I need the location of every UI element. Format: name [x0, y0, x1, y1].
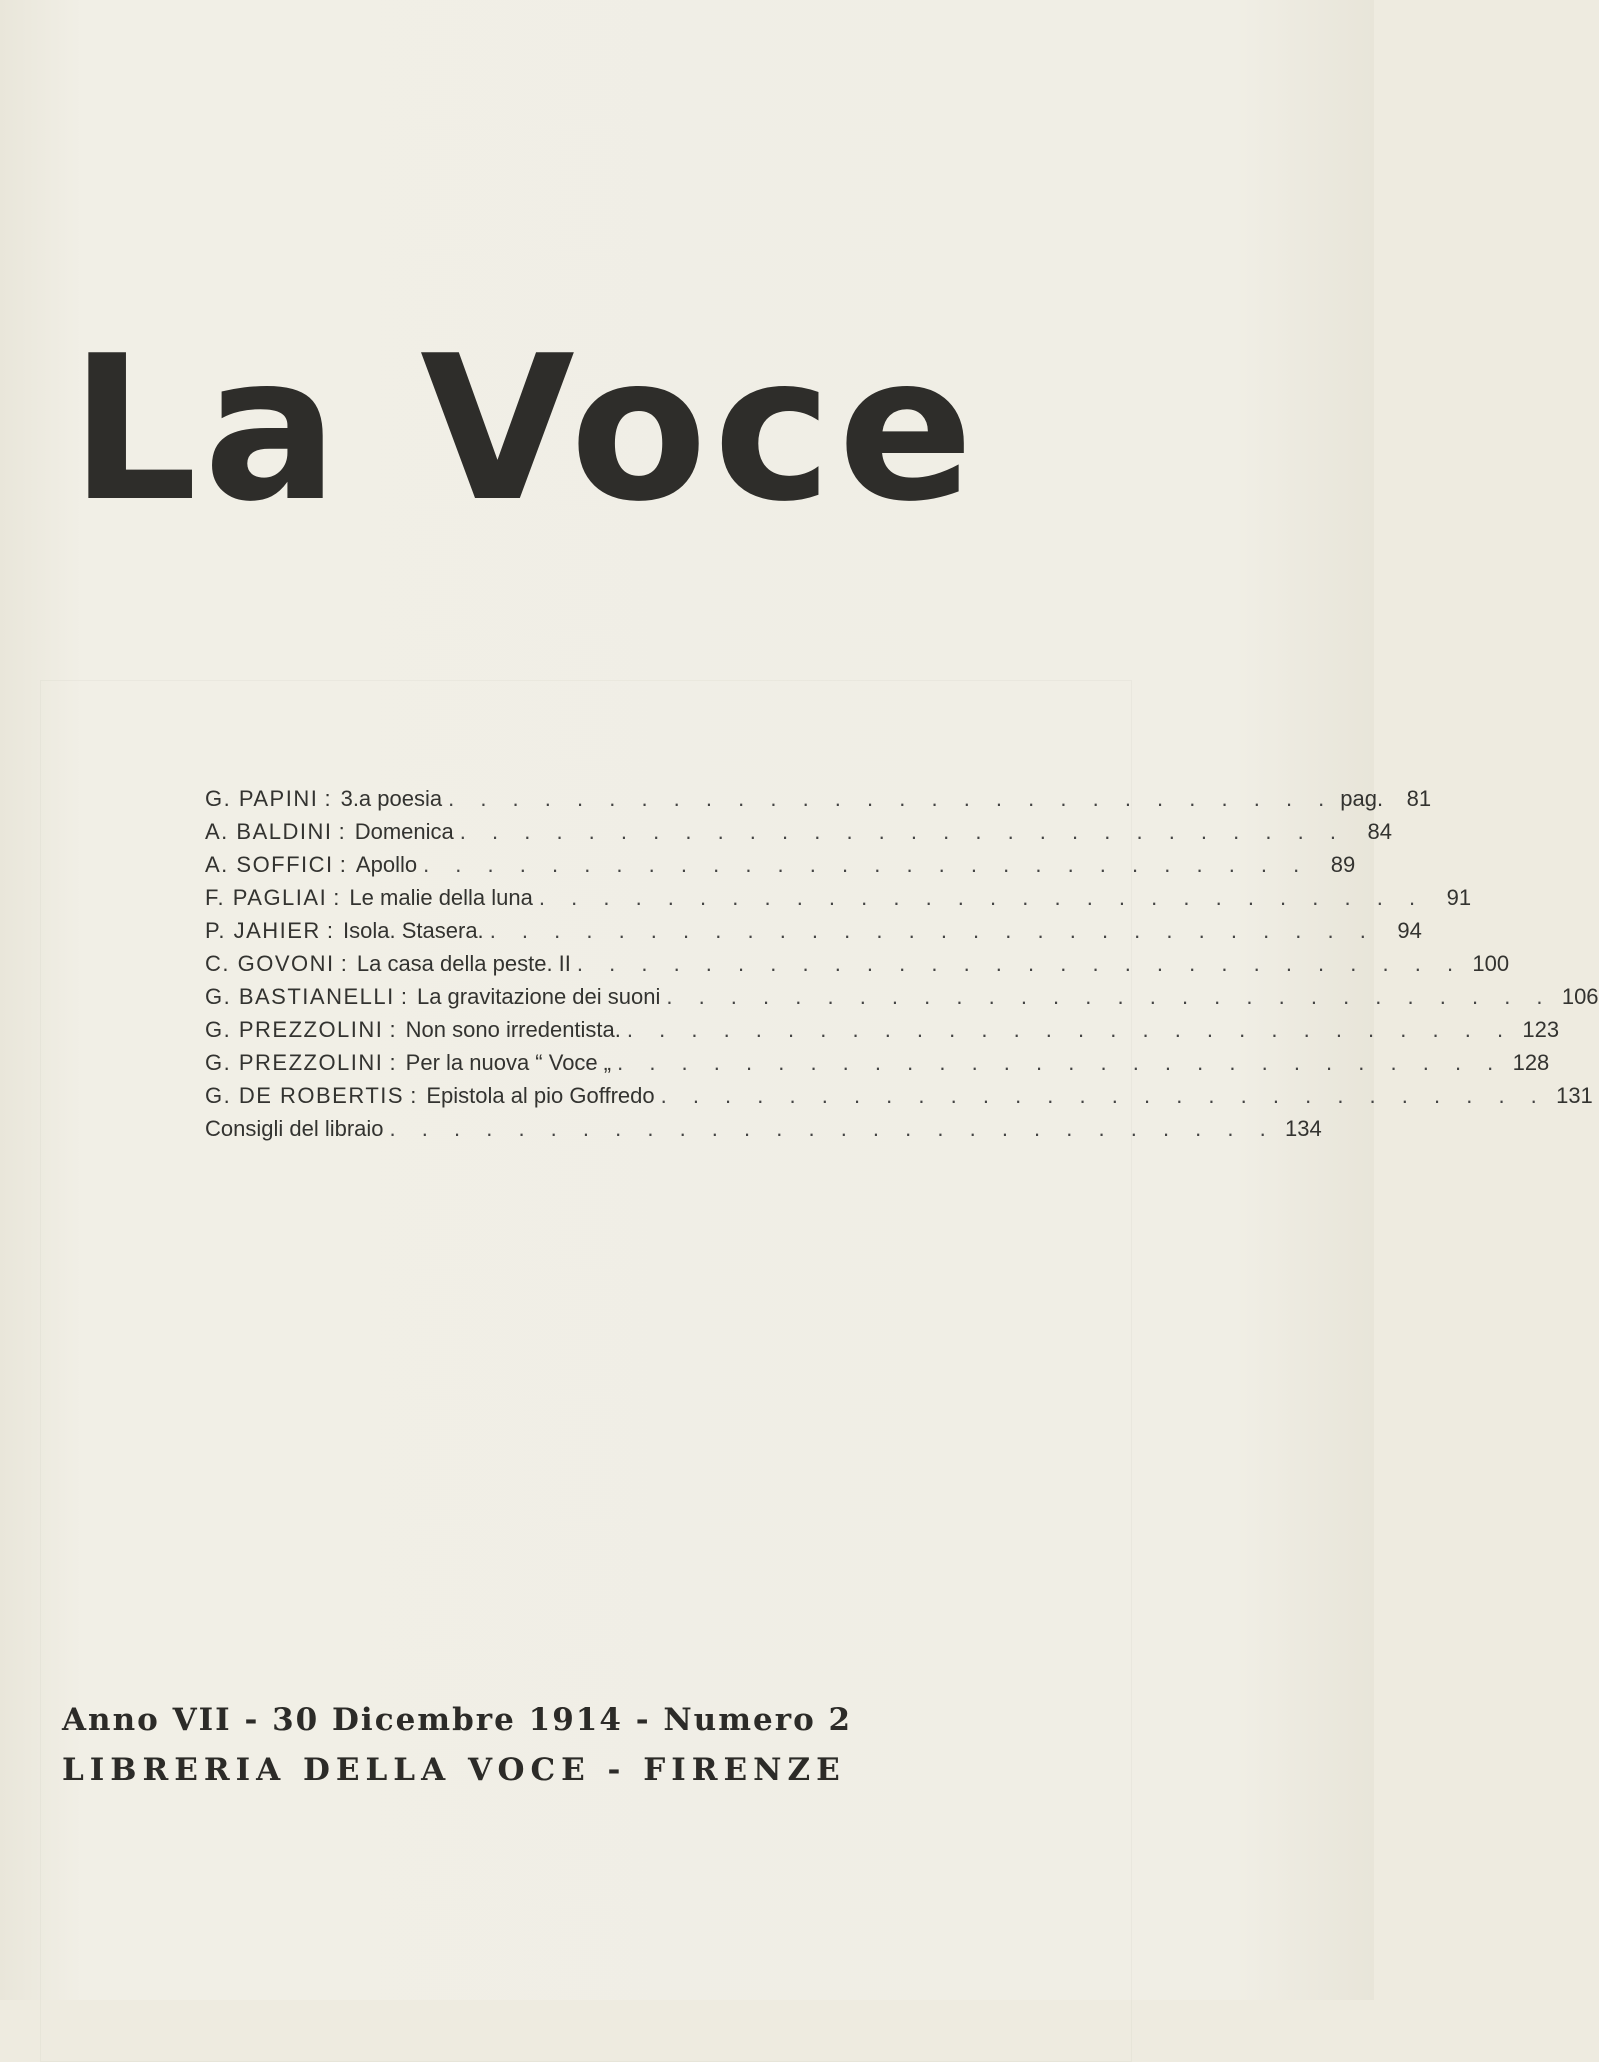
toc-page-number: 128 — [1512, 1050, 1550, 1075]
toc-entry — [205, 1079, 1593, 1112]
toc-separator: : — [404, 1083, 417, 1108]
toc-title: Epistola al pio Goffredo — [426, 1083, 655, 1108]
toc-page-number: 106 — [1561, 984, 1599, 1009]
toc-entry — [205, 1112, 1322, 1145]
toc-author: F. PAGLIAI — [205, 885, 328, 910]
toc-leader-dots: . . . . . . . . . . . . . . . . . . . . . . . . . . . . — [576, 951, 1464, 976]
toc-title: Le malie della luna — [349, 885, 533, 910]
toc-entry — [205, 881, 1472, 914]
toc-page-number: 134 — [1285, 1116, 1322, 1141]
toc-author: G. PAPINI — [205, 786, 319, 811]
toc-author: P. JAHIER — [205, 918, 321, 943]
toc-author: A. BALDINI — [205, 819, 333, 844]
toc-author: C. GOVONI — [205, 951, 335, 976]
toc-entry — [205, 848, 1356, 881]
toc-title: Per la nuova “ Voce „ — [405, 1050, 612, 1075]
toc-entry — [205, 947, 1510, 980]
toc-separator: : — [394, 984, 407, 1009]
toc-title: Apollo — [355, 852, 418, 877]
toc-page-prefix: pag. — [1340, 786, 1384, 811]
toc-leader-dots: . . . . . . . . . . . . . . . . . . . . . . . . . . . . — [538, 885, 1426, 910]
toc-author: G. PREZZOLINI — [205, 1050, 384, 1075]
toc-page-number: 89 — [1330, 852, 1356, 877]
toc-separator: : — [318, 786, 331, 811]
toc-author: G. BASTIANELLI — [205, 984, 395, 1009]
toc-title: La casa della peste. II — [356, 951, 571, 976]
toc-separator: : — [334, 951, 347, 976]
toc-separator: : — [332, 819, 345, 844]
toc-entry — [205, 914, 1422, 947]
toc-title: Domenica — [354, 819, 454, 844]
toc-author: G. DE ROBERTIS — [205, 1083, 405, 1108]
table-of-contents — [205, 782, 1599, 1145]
toc-entry — [205, 815, 1392, 848]
masthead-title: La Voce — [70, 313, 980, 546]
toc-title: Consigli del libraio — [205, 1116, 384, 1141]
toc-title: Non sono irredentista. — [405, 1017, 621, 1042]
toc-entry — [205, 1046, 1550, 1079]
toc-separator: : — [327, 885, 340, 910]
toc-leader-dots: . . . . . . . . . . . . . . . . . . . . . . . . . . . . — [617, 1050, 1504, 1075]
toc-separator: : — [320, 918, 334, 943]
toc-leader-dots: . . . . . . . . . . . . . . . . . . . . . . . . . . . . — [448, 786, 1335, 811]
toc-title: 3.a poesia — [340, 786, 443, 811]
toc-leader-dots: . . . . . . . . . . . . . . . . . . . . . . . . . . . . — [489, 918, 1376, 943]
toc-page-number: 123 — [1522, 1017, 1560, 1042]
toc-entry — [205, 980, 1599, 1013]
toc-author: G. PREZZOLINI — [205, 1017, 384, 1042]
toc-separator: : — [383, 1050, 396, 1075]
publisher-line: LIBRERIA DELLA VOCE - FIRENZE — [62, 1752, 846, 1788]
toc-leader-dots: . . . . . . . . . . . . . . . . . . . . . . . . . . . . — [423, 852, 1310, 877]
toc-page-number: 131 — [1556, 1083, 1593, 1108]
toc-leader-dots: . . . . . . . . . . . . . . . . . . . . . . . . . . . . — [666, 984, 1553, 1009]
toc-page-number: 91 — [1446, 885, 1472, 910]
toc-entry — [205, 782, 1432, 815]
toc-page-number: 100 — [1472, 951, 1510, 976]
toc-title: Isola. Stasera. — [343, 918, 484, 943]
toc-author: A. SOFFICI — [205, 852, 334, 877]
toc-title: La gravitazione dei suoni — [416, 984, 661, 1009]
toc-separator: : — [333, 852, 346, 877]
toc-leader-dots: . . . . . . . . . . . . . . . . . . . . . . . . . . . . — [660, 1083, 1547, 1108]
issue-line: Anno VII - 30 Dicembre 1914 - Numero 2 — [62, 1702, 853, 1738]
toc-leader-dots: . . . . . . . . . . . . . . . . . . . . . . . . . . . . — [459, 819, 1346, 844]
toc-page-number: 94 — [1397, 918, 1422, 943]
toc-separator: : — [383, 1017, 396, 1042]
toc-page-number: 81 — [1406, 786, 1432, 811]
toc-page-number: 84 — [1367, 819, 1392, 844]
toc-leader-dots: . . . . . . . . . . . . . . . . . . . . . . . . . . . . — [389, 1116, 1276, 1141]
toc-leader-dots: . . . . . . . . . . . . . . . . . . . . . . . . . . . . — [626, 1017, 1514, 1042]
toc-entry — [205, 1013, 1560, 1046]
